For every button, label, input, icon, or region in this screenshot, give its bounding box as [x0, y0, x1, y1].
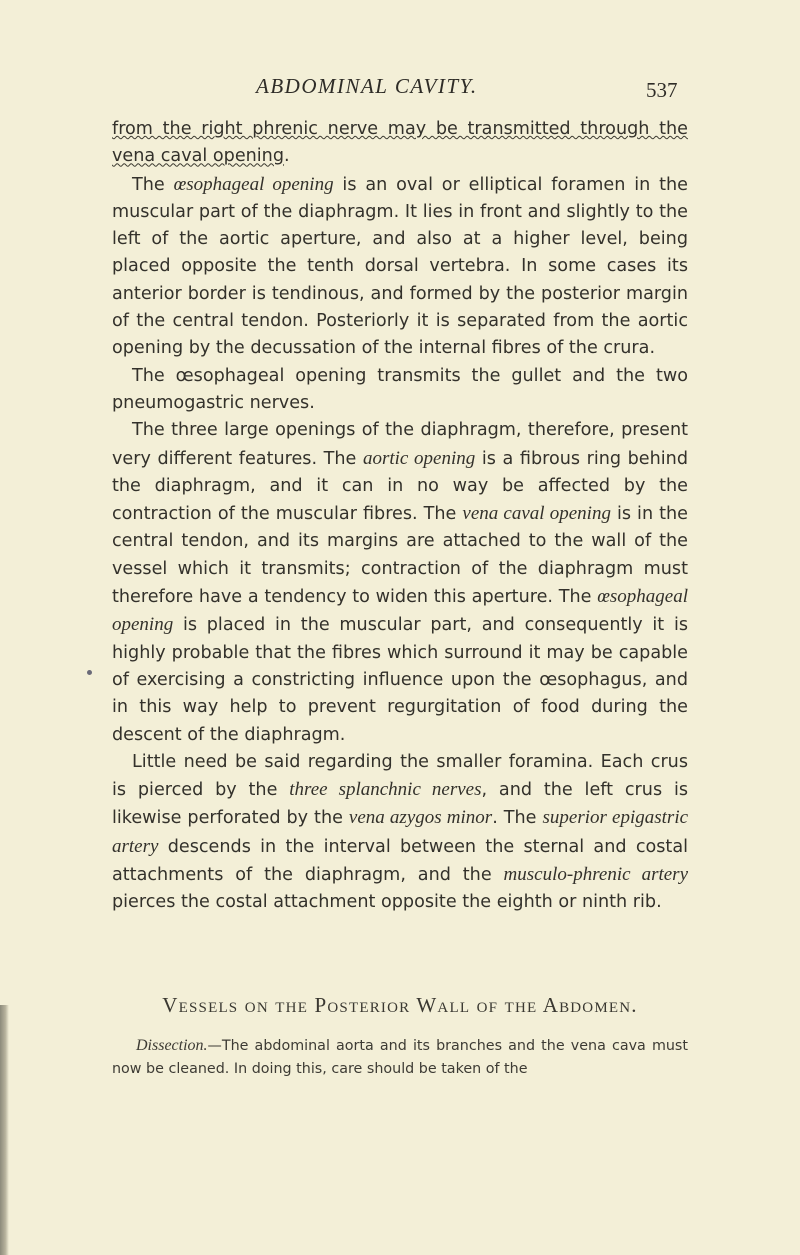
section-heading: Vessels on the Posterior Wall of the Abdomen.: [162, 993, 638, 1017]
text-run: The three large openings of the diaphragm, therefore, present very different features. The: [112, 420, 688, 469]
text-run: is an oval or elliptical foramen in the muscular part of the diaphragm. It lies in front and slightly to the left of the aortic aperture, and also at a higher level, being placed opposite the tenth dorsal vertebra. In some cases its anterior border is tendinous, and formed by the posterior margin of the central tendon. Posteriorly it is separated from the aortic opening by the decussation of the internal fibres of the crura.: [112, 174, 688, 359]
text-run: .: [284, 146, 290, 167]
margin-mark: [87, 670, 92, 675]
body-text: [112, 116, 688, 917]
italic-term: musculo-phrenic artery: [503, 864, 689, 886]
paragraph: [112, 171, 688, 363]
text-run: is placed in the muscular part, and consequently it is highly probable that the fibres which surround it may be capable of exercising a constricting influence upon the œsophagus, and in this way help to prevent regurgitation of food during the descent of the diaphragm.: [112, 615, 688, 745]
italic-term: three splanchnic nerves: [289, 779, 482, 801]
italic-term: vena caval opening: [462, 503, 611, 525]
text-run: The: [132, 174, 174, 195]
text-run: The œsophageal opening transmits the gullet and the two pneumogastric nerves.: [112, 365, 688, 413]
paragraph: [112, 116, 688, 171]
page-edge-shadow: [0, 1005, 9, 1255]
text-run: is a fibrous ring behind the diaphragm, and it can in no way be affected by the contraction of the muscular fibres. The: [112, 448, 688, 525]
text-run: pierces the costal attachment opposite the eighth or ninth rib.: [112, 892, 662, 913]
text-run: , and the left crus is likewise perforated by the: [112, 780, 688, 829]
text-run: Little need be said regarding the smaller foramina. Each crus is pierced by the: [112, 751, 688, 801]
dissection-label: Dissection.: [136, 1037, 208, 1054]
running-head: ABDOMINAL CAVITY.: [256, 74, 478, 98]
paragraph: [112, 417, 688, 749]
italic-term: œsophageal opening: [112, 586, 688, 636]
underlined-text: from the right phrenic nerve may be transmitted through the vena caval opening: [112, 119, 688, 167]
italic-term: aortic opening: [362, 447, 476, 469]
dissection-text: —The abdominal aorta and its branches and the vena cava must now be cleaned. In doing this, care should be taken of the: [112, 1038, 688, 1077]
text-run: descends in the interval between the sternal and costal attachments of the diaphragm, and the: [112, 836, 688, 886]
dissection-paragraph: [112, 1034, 688, 1081]
italic-term: vena azygos minor: [348, 807, 493, 829]
paragraph: [112, 1034, 688, 1081]
paragraph: [112, 749, 688, 917]
paragraph: [112, 363, 688, 418]
italic-term: superior epigastric artery: [112, 807, 689, 857]
page-number: 537: [646, 78, 678, 102]
text-run: . The: [492, 808, 543, 829]
text-run: is in the central tendon, and its margins are attached to the wall of the vessel which it transmits; contraction of the diaphragm must therefore have a tendency to widen this aperture. The: [112, 504, 688, 608]
italic-term: œsophageal opening: [173, 173, 334, 195]
